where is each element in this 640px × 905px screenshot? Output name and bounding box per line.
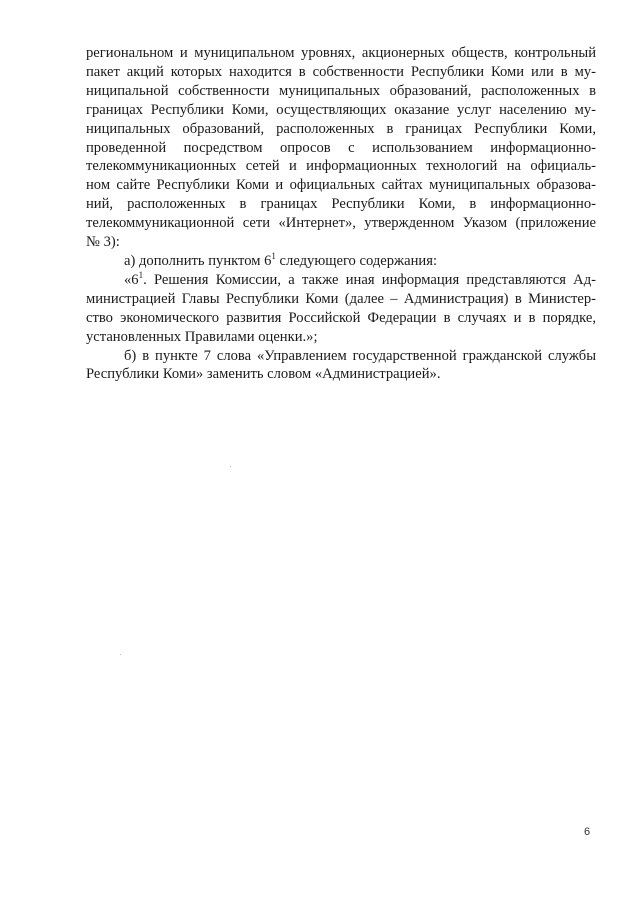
page-number: 6 — [584, 826, 591, 838]
scan-speck — [230, 466, 231, 467]
paragraph-line: телекоммуникационной сети «Интернет», утвержденном Указом (приложение — [86, 215, 596, 232]
item-a-superscript: 1 — [271, 250, 276, 261]
paragraph-line: региональном и муниципальном уровнях, акционерных обществ, контрольный — [86, 45, 596, 61]
item-b-first-line: б) в пункте 7 слова «Управлением государственной гражданской службы — [124, 347, 596, 364]
quote-superscript: 1 — [138, 269, 144, 280]
quote-line: установленных Правилами оценки.»; — [86, 328, 318, 345]
paragraph-line: пакет акций которых находится в собственности Республики Коми или в му- — [86, 63, 596, 80]
quote-first-line — [86, 271, 596, 290]
quote-number: «6 — [124, 271, 139, 288]
paragraph-line: границах Республики Коми, осуществляющих оказание услуг населению му- — [86, 101, 596, 118]
item-a — [86, 252, 596, 271]
item-b-second-line: Республики Коми» заменить словом «Администрацией». — [86, 366, 441, 383]
quote-line: ство экономического развития Российской Федерации в случаях и в порядке, — [86, 309, 596, 326]
quote-text: . Решения Комиссии, а также иная информация представляются Ад- — [143, 271, 596, 288]
paragraph-line: ний, расположенных в границах Республики Коми, в информационно- — [86, 196, 596, 213]
paragraph-line: телекоммуникационных сетей и информационных технологий на официаль- — [86, 158, 596, 175]
paragraph-line: проведенной посредством опросов с использованием информационно- — [86, 139, 596, 156]
scan-speck — [120, 654, 121, 655]
paragraph-line: ном сайте Республики Коми и официальных сайтах муниципальных образова- — [86, 177, 596, 194]
paragraph-line: ниципальных образований, расположенных в границах Республики Коми, — [86, 120, 596, 137]
quote-line: министрацией Главы Республики Коми (далее – Администрация) в Министер- — [86, 290, 596, 307]
paragraph-line: № 3): — [86, 234, 120, 251]
item-a-text-end: следующего содержания: — [275, 252, 438, 269]
item-a-text: а) дополнить пунктом 6 — [124, 252, 272, 269]
document-text — [86, 44, 596, 384]
paragraph-line: ниципальной собственности муниципальных образований, расположенных в — [86, 82, 596, 99]
